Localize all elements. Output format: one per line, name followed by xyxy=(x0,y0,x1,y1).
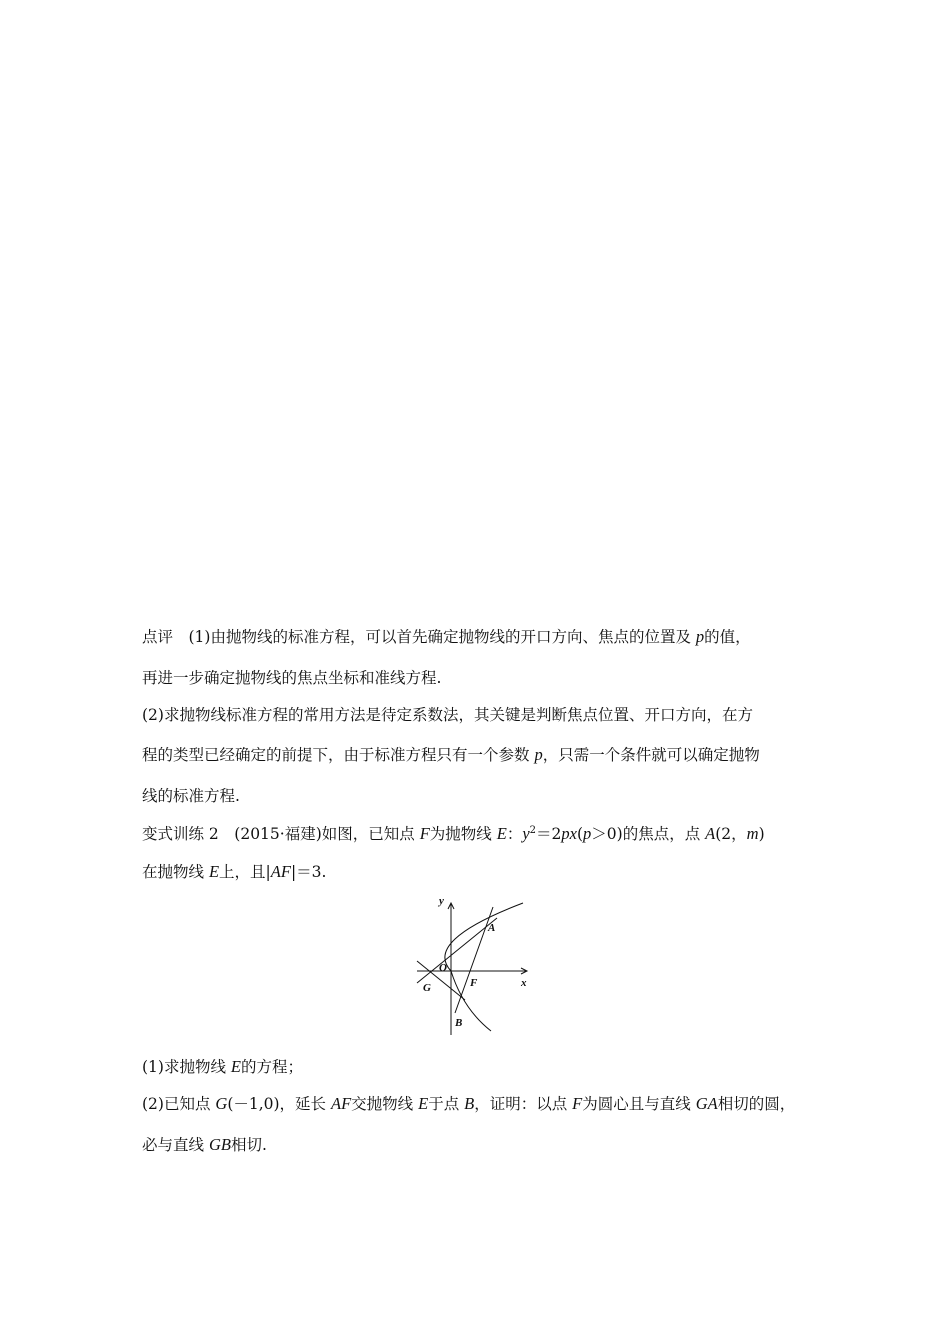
comment-line-4 xyxy=(142,745,760,765)
comment-line-3 xyxy=(142,705,753,725)
var-GA: GA xyxy=(695,1094,718,1113)
comment-text: 程的类型已经确定的前提下，由于标准方程只有一个参数 xyxy=(142,746,535,764)
var-y: y xyxy=(522,824,530,843)
label-g: G xyxy=(423,982,431,994)
question-2 xyxy=(142,1094,795,1114)
var-G: G xyxy=(215,1094,228,1113)
exercise-text: ( xyxy=(576,825,584,843)
var-E: E xyxy=(208,862,220,881)
var-F: F xyxy=(572,1094,583,1113)
exercise-text: |＝3. xyxy=(290,863,327,881)
line-ga xyxy=(417,918,497,983)
exercise-text: ： xyxy=(506,825,523,843)
question-text: ，证明：以点 xyxy=(474,1095,573,1113)
var-p: p xyxy=(534,745,543,764)
question-1 xyxy=(142,1057,303,1077)
var-px: px xyxy=(561,824,577,843)
comment-text: 再进一步确定抛物线的焦点坐标和准线方程. xyxy=(142,669,442,687)
var-m: m xyxy=(746,824,759,843)
var-AF: AF xyxy=(330,1094,352,1113)
question-text: 于点 xyxy=(428,1095,465,1113)
exercise-text: 为抛物线 xyxy=(429,825,497,843)
comment-text: (2)求抛物线标准方程的常用方法是待定系数法，其关键是判断焦点位置、开口方向，在方 xyxy=(142,706,753,724)
comment-line-2 xyxy=(142,668,441,688)
var-AF: AF xyxy=(270,862,291,881)
exponent: 2 xyxy=(529,824,537,836)
exercise-text: ＞0)的焦点，点 xyxy=(591,825,706,843)
label-b: B xyxy=(455,1017,463,1029)
exercise-text: ) xyxy=(758,825,765,843)
exercise-text: (2， xyxy=(715,825,747,843)
comment-line-5 xyxy=(142,786,240,806)
label-a: A xyxy=(488,922,496,934)
comment-text: ，只需一个条件就可以确定抛物 xyxy=(542,746,760,764)
var-GB: GB xyxy=(208,1135,231,1154)
comment-text: 的值， xyxy=(704,628,751,646)
exercise-text: 在抛物线 xyxy=(142,863,209,881)
parabola-curve xyxy=(445,903,523,1031)
question-2-continued xyxy=(142,1135,267,1155)
exercise-line-1 xyxy=(142,824,765,844)
question-text: (1)求抛物线 xyxy=(142,1058,231,1076)
question-text: (－1,0)，延长 xyxy=(227,1095,331,1113)
exercise-text: ＝2 xyxy=(536,825,562,843)
exercise-text: 上，且| xyxy=(219,863,271,881)
var-B: B xyxy=(464,1094,475,1113)
label-o: O xyxy=(439,962,447,974)
exercise-text: 变式训练 2 (2015·福建)如图，已知点 xyxy=(142,825,420,843)
question-text: 相切的圆， xyxy=(717,1095,796,1113)
var-E: E xyxy=(230,1057,241,1076)
question-text: 相切. xyxy=(230,1136,267,1154)
label-x: x xyxy=(521,977,527,989)
question-text: 为圆心且与直线 xyxy=(582,1095,696,1113)
question-text: (2)已知点 xyxy=(142,1095,216,1113)
comment-text: 点评 (1)由抛物线的标准方程，可以首先确定抛物线的开口方向、焦点的位置及 xyxy=(142,628,696,646)
comment-line-1 xyxy=(142,627,751,647)
question-text: 必与直线 xyxy=(142,1136,209,1154)
label-f: F xyxy=(470,977,478,989)
var-E: E xyxy=(496,824,507,843)
question-text: 的方程； xyxy=(240,1058,303,1076)
parabola-figure xyxy=(413,893,537,1039)
var-p: p xyxy=(695,627,705,646)
var-F: F xyxy=(419,824,430,843)
label-y: y xyxy=(439,895,444,907)
question-text: 交抛物线 xyxy=(351,1095,419,1113)
exercise-line-2 xyxy=(142,862,326,882)
var-p: p xyxy=(583,824,592,843)
comment-text: 线的标准方程. xyxy=(142,787,240,805)
var-A: A xyxy=(705,824,716,843)
var-E: E xyxy=(418,1094,429,1113)
